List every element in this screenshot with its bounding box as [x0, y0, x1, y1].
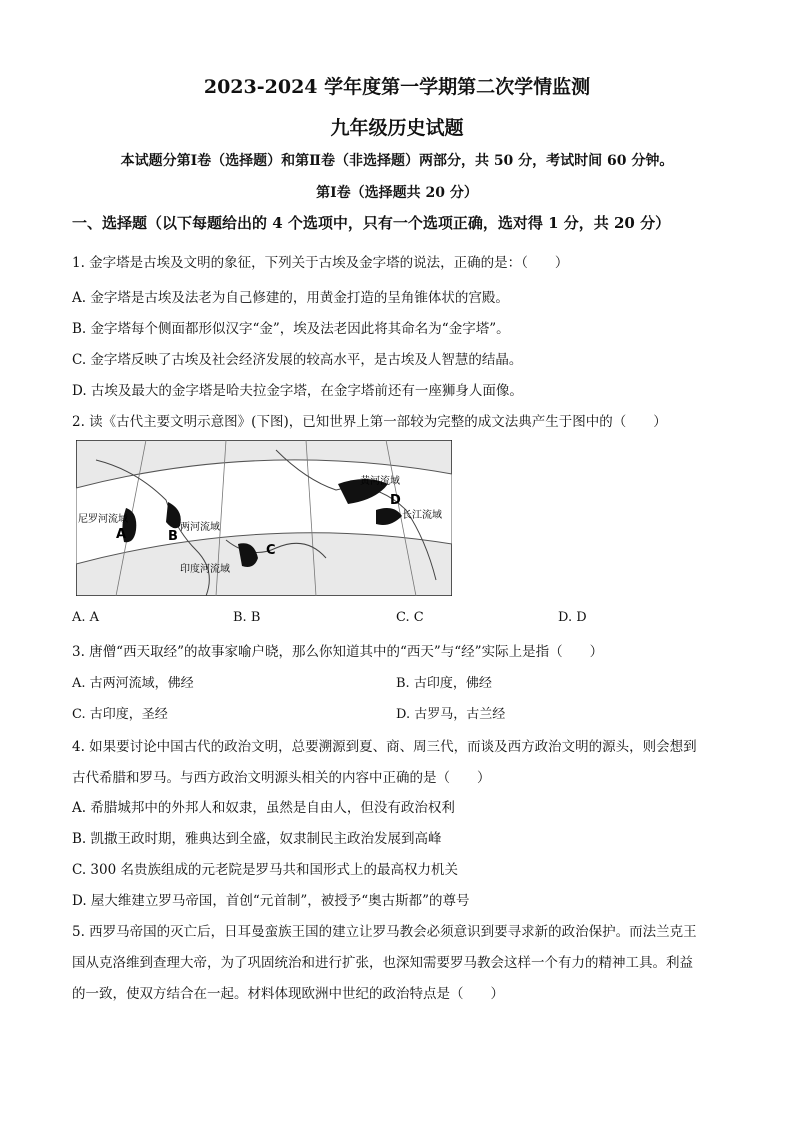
map-graphic [76, 440, 452, 596]
question-5-stem-line-1: 5. 西罗马帝国的灭亡后，日耳曼蛮族王国的建立让罗马教会必须意识到要寻求新的政治保护。而法兰克王 [72, 924, 697, 940]
part-heading: 第Ⅰ卷（选择题共 20 分） [316, 185, 478, 201]
question-5-stem-line-2: 国从克洛维到查理大帝，为了巩固统治和进行扩张，也深知需要罗马教会这样一个有力的精神工具。利益 [72, 955, 693, 971]
question-3-stem: 3. 唐僧“西天取经”的故事家喻户晓，那么你知道其中的“西天”与“经”实际上是指（ ） [72, 644, 604, 660]
question-2-option-a: A. A [72, 610, 100, 625]
question-1-option-b: B. 金字塔每个侧面都形似汉字“金”，埃及法老因此将其命名为“金字塔”。 [72, 321, 510, 337]
ancient-civilizations-map [76, 440, 452, 596]
question-2-stem: 2. 读《古代主要文明示意图》(下图)，已知世界上第一部较为完整的成文法典产生于图中的（ ） [72, 414, 667, 430]
map-marker-b: B [168, 529, 178, 544]
question-2-option-d: D. D [558, 610, 587, 625]
question-4-stem-line-2: 古代希腊和罗马。与西方政治文明源头相关的内容中正确的是（ ） [72, 770, 491, 786]
question-4-stem-line-1: 4. 如果要讨论中国古代的政治文明，总要溯源到夏、商、周三代，而谈及西方政治文明的源头，则会想到 [72, 739, 697, 755]
exam-instructions: 本试题分第Ⅰ卷（选择题）和第Ⅱ卷（非选择题）两部分，共 50 分，考试时间 60 分钟。 [120, 153, 674, 169]
question-1-option-d: D. 古埃及最大的金字塔是哈夫拉金字塔，在金字塔前还有一座狮身人面像。 [72, 383, 523, 399]
question-1-option-c: C. 金字塔反映了古埃及社会经济发展的较高水平，是古埃及人智慧的结晶。 [72, 352, 523, 368]
question-3-option-a: A. 古两河流域，佛经 [72, 676, 194, 691]
question-1-stem: 1. 金字塔是古埃及文明的象征，下列关于古埃及金字塔的说法，正确的是：（ ） [72, 255, 569, 271]
section-heading: 一、选择题（以下每题给出的 4 个选项中，只有一个选项正确，选对得 1 分，共 20 分） [72, 214, 671, 232]
map-label-two-rivers: 两河流域 [180, 522, 220, 533]
map-marker-a: A [116, 527, 127, 542]
question-4-option-a: A. 希腊城邦中的外邦人和奴隶，虽然是自由人，但没有政治权利 [72, 800, 455, 816]
question-4-option-c: C. 300 名贵族组成的元老院是罗马共和国形式上的最高权力机关 [72, 862, 458, 878]
question-4-option-d: D. 屋大维建立罗马帝国，首创“元首制”，被授予“奥古斯都”的尊号 [72, 893, 470, 909]
question-2-option-b: B. B [233, 610, 261, 625]
exam-subject: 九年级历史试题 [330, 117, 464, 139]
map-marker-d: D [390, 493, 401, 508]
question-3-option-d: D. 古罗马，古兰经 [396, 707, 506, 722]
question-3-option-b: B. 古印度，佛经 [396, 676, 492, 691]
question-4-option-b: B. 凯撒王政时期，雅典达到全盛，奴隶制民主政治发展到高峰 [72, 831, 442, 847]
map-label-yangtze: 长江流域 [402, 510, 442, 521]
question-3-option-c: C. 古印度，圣经 [72, 707, 168, 722]
map-label-yellow: 黄河流域 [360, 476, 400, 487]
question-2-option-c: C. C [396, 610, 424, 625]
question-5-stem-line-3: 的一致，使双方结合在一起。材料体现欧洲中世纪的政治特点是（ ） [72, 986, 504, 1002]
question-1-option-a: A. 金字塔是古埃及法老为自己修建的，用黄金打造的呈角锥体状的宫殿。 [72, 290, 509, 306]
map-label-indus: 印度河流域 [180, 564, 230, 575]
map-label-nile: 尼罗河流域 [78, 514, 128, 525]
map-marker-c: C [266, 543, 276, 558]
exam-title: 2023-2024 学年度第一学期第二次学情监测 [203, 76, 591, 98]
